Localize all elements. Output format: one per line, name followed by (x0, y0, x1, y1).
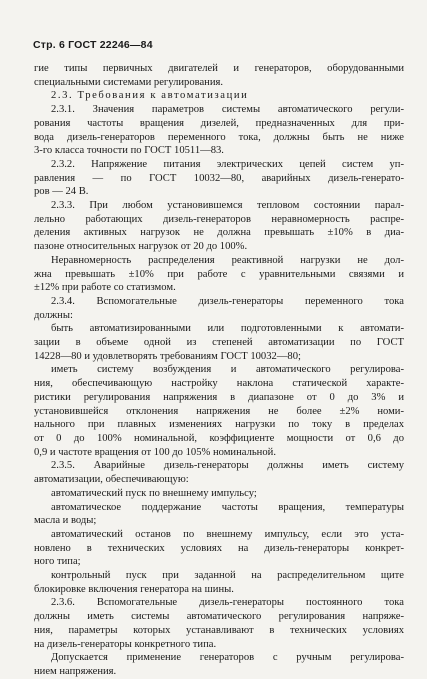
text-line: от 0 до 100% номинальной, коэффициенте мощности от 0,6 до (34, 432, 404, 444)
text-line: деления активных нагрузок не должна превышать ±10% в диа- (34, 227, 404, 239)
text-line: должны: (34, 309, 73, 321)
text-line: блокировке включения генератора на шины. (34, 583, 234, 595)
text-line: Неравномерность распределения реактивной нагрузки не дол- (51, 254, 404, 266)
text-line: равления — по ГОСТ 10032—80, аварийных дизель-генерато- (34, 172, 404, 184)
text-line: ния, обеспечивающую настройку наклона статической характе- (34, 378, 404, 390)
document-body (34, 62, 404, 679)
text-line: ного типа; (34, 556, 81, 568)
text-line: новлено в технических условиях на дизель-генераторы конкрет- (34, 542, 404, 554)
text-line: вода дизель-генераторов переменного тока, должны быть не ниже (34, 131, 404, 143)
text-line: 2.3.6. Вспомогательные дизель-генераторы постоянного тока (51, 597, 404, 609)
text-line: должны иметь системы автоматического регулирования напряже- (34, 611, 404, 623)
text-line: ±12% при работе со статизмом. (34, 282, 176, 294)
text-line: 3-го класса точности по ГОСТ 10511—83. (34, 145, 224, 157)
text-line: масла и воды; (34, 515, 97, 527)
text-line: автоматизации, обеспечивающую: (34, 474, 189, 486)
text-line: 2.3.1. Значения параметров системы автоматического регули- (51, 104, 404, 116)
text-line: 2.3.3. При любом установившемся тепловом состоянии парал- (51, 200, 404, 212)
text-line: 2.3.2. Напряжение питания электрических цепей систем уп- (51, 158, 404, 170)
text-line: специальными системами регулирования. (34, 76, 224, 88)
text-line: нием напряжения. (34, 665, 117, 677)
text-line: автоматический останов по внешнему импульсу, если это уста- (51, 528, 404, 540)
text-line: ния, параметры которых устанавливают в технических условиях (34, 624, 404, 636)
text-line: иметь систему возбуждения и автоматического регулирова- (51, 364, 404, 376)
section-heading: 2.3. Требования к автоматизации (51, 90, 249, 102)
text-line: рования частоты вращения дизелей, предназначенных для при- (34, 117, 404, 129)
text-line: контрольный пуск при заданной на распределительном щите (51, 570, 404, 582)
text-line: быть автоматизированными или подготовленными к автомати- (51, 323, 404, 335)
text-line: автоматическое поддержание частоты вращения, температуры (51, 501, 404, 513)
text-line: автоматический пуск по внешнему импульсу; (51, 487, 257, 499)
text-line: Допускается применение генераторов с ручным регулирова- (51, 652, 404, 664)
text-line: на дизель-генераторы конкретного типа. (34, 638, 217, 650)
page-header: Стр. 6 ГОСТ 22246—84 (33, 39, 153, 51)
text-line: нального при плавных изменениях нагрузки по току в пределах (34, 419, 404, 431)
text-line: пазоне относительных нагрузок от 20 до 100%. (34, 241, 248, 253)
text-line: ров — 24 В. (34, 186, 89, 198)
text-line: лельно работающих дизель-генераторов неравномерность распре- (34, 213, 404, 225)
text-line: 2.3.4. Вспомогательные дизель-генераторы переменного тока (51, 295, 404, 307)
text-line: жна превышать ±10% при работе с уравнительными связями и (34, 268, 404, 280)
text-line: зации в объеме одной из степеней автоматизации по ГОСТ (34, 337, 404, 349)
text-line: 14228—80 и удовлетворять требованиям ГОСТ 10032—80; (34, 350, 301, 362)
text-line: 2.3.5. Аварийные дизель-генераторы должны иметь систему (51, 460, 404, 472)
text-line: ристики регулирования напряжения в диапазоне от 0 до 3% и (34, 391, 404, 403)
text-line: гие типы первичных двигателей и генераторов, оборудованными (34, 63, 404, 74)
text-line: 0,9 и частоте вращения от 100 до 105% номинальной. (34, 446, 276, 458)
text-line: установившейся отклонения напряжения не более ±2% номи- (34, 405, 404, 417)
